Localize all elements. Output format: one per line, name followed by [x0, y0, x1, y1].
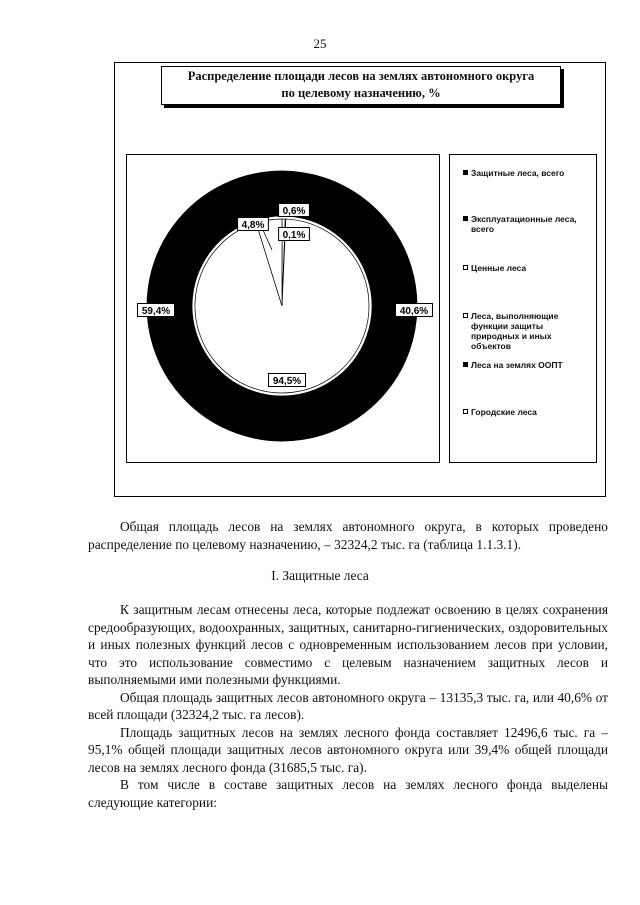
legend-label: Защитные леса, всего — [471, 168, 565, 178]
donut-chart — [126, 154, 438, 461]
legend-label: Леса на землях ООПТ — [471, 360, 563, 370]
legend-label: Городские леса — [471, 407, 537, 417]
legend-label: Леса, выполняющие функции защиты природных и иных объектов — [471, 311, 559, 351]
paragraph-categories: В том числе в составе защитных лесов на землях лесного фонда выделены следующие категории: — [88, 777, 608, 810]
legend-label: Ценные леса — [471, 263, 527, 273]
data-label-inner-1 — [279, 204, 310, 218]
legend-label: Эксплуатационные леса, всего — [471, 214, 577, 234]
legend-item — [471, 263, 591, 273]
svg-text:4,8%: 4,8% — [241, 220, 265, 231]
legend-swatch — [463, 409, 468, 414]
legend-swatch — [463, 313, 468, 318]
legend-item — [471, 407, 591, 417]
chart-title-line-2: по целевому назначению, % — [281, 86, 441, 100]
data-label-inner-4 — [238, 218, 269, 232]
legend-item — [471, 360, 591, 370]
svg-text:94,5%: 94,5% — [272, 376, 302, 387]
svg-text:59,4%: 59,4% — [141, 306, 171, 317]
paragraph-definition: К защитным лесам отнесены леса, которые подлежат освоению в целях сохранения средообразующих, водоохранных, защитных, санитарно-гигиенических, оздоровительных и иных полезных функций лесов с одновременным использованием лесов при условии, что это использование совместимо с целевым назначением защитных лесов и выполняемыми ими полезными функциями. — [88, 602, 608, 687]
legend-swatch — [463, 216, 468, 221]
body-paragraphs — [88, 601, 608, 811]
svg-text:40,6%: 40,6% — [399, 306, 429, 317]
legend-item — [471, 311, 591, 351]
chart-title-line-1: Распределение площади лесов на землях автономного округа — [187, 69, 535, 83]
paragraph-forest-fund: Площадь защитных лесов на землях лесного фонда составляет 12496,6 тыс. га – 95,1% общей площади защитных лесов автономного округа или 39,4% общей площади лесов на землях лесного фонда (31685,5 тыс. га). — [88, 724, 608, 775]
section-heading: I. Защитные леса — [271, 568, 369, 583]
legend-swatch — [463, 265, 468, 270]
data-label-outer-1 — [396, 304, 433, 318]
paragraph-intro — [88, 518, 608, 553]
legend-swatch — [463, 170, 468, 175]
paragraph-protective-area: Общая площадь защитных лесов автономного округа – 13135,3 тыс. га, или 40,6% от всей площади (32324,2 тыс. га лесов). — [88, 689, 608, 722]
chart-title — [161, 66, 561, 105]
svg-text:0,6%: 0,6% — [282, 206, 306, 217]
legend-swatch — [463, 362, 468, 367]
data-label-inner-2 — [279, 228, 310, 242]
legend-item — [471, 168, 591, 178]
data-label-outer-2 — [138, 304, 175, 318]
data-label-inner-3 — [269, 374, 306, 388]
page-number: 25 — [313, 36, 327, 51]
paragraph-total-area: Общая площадь лесов на землях автономного округа, в которых проведено распределение по целевому назначению, – 32324,2 тыс. га (таблица 1.1.3.1). — [88, 519, 608, 552]
legend-item — [471, 214, 591, 234]
svg-text:0,1%: 0,1% — [282, 230, 306, 241]
